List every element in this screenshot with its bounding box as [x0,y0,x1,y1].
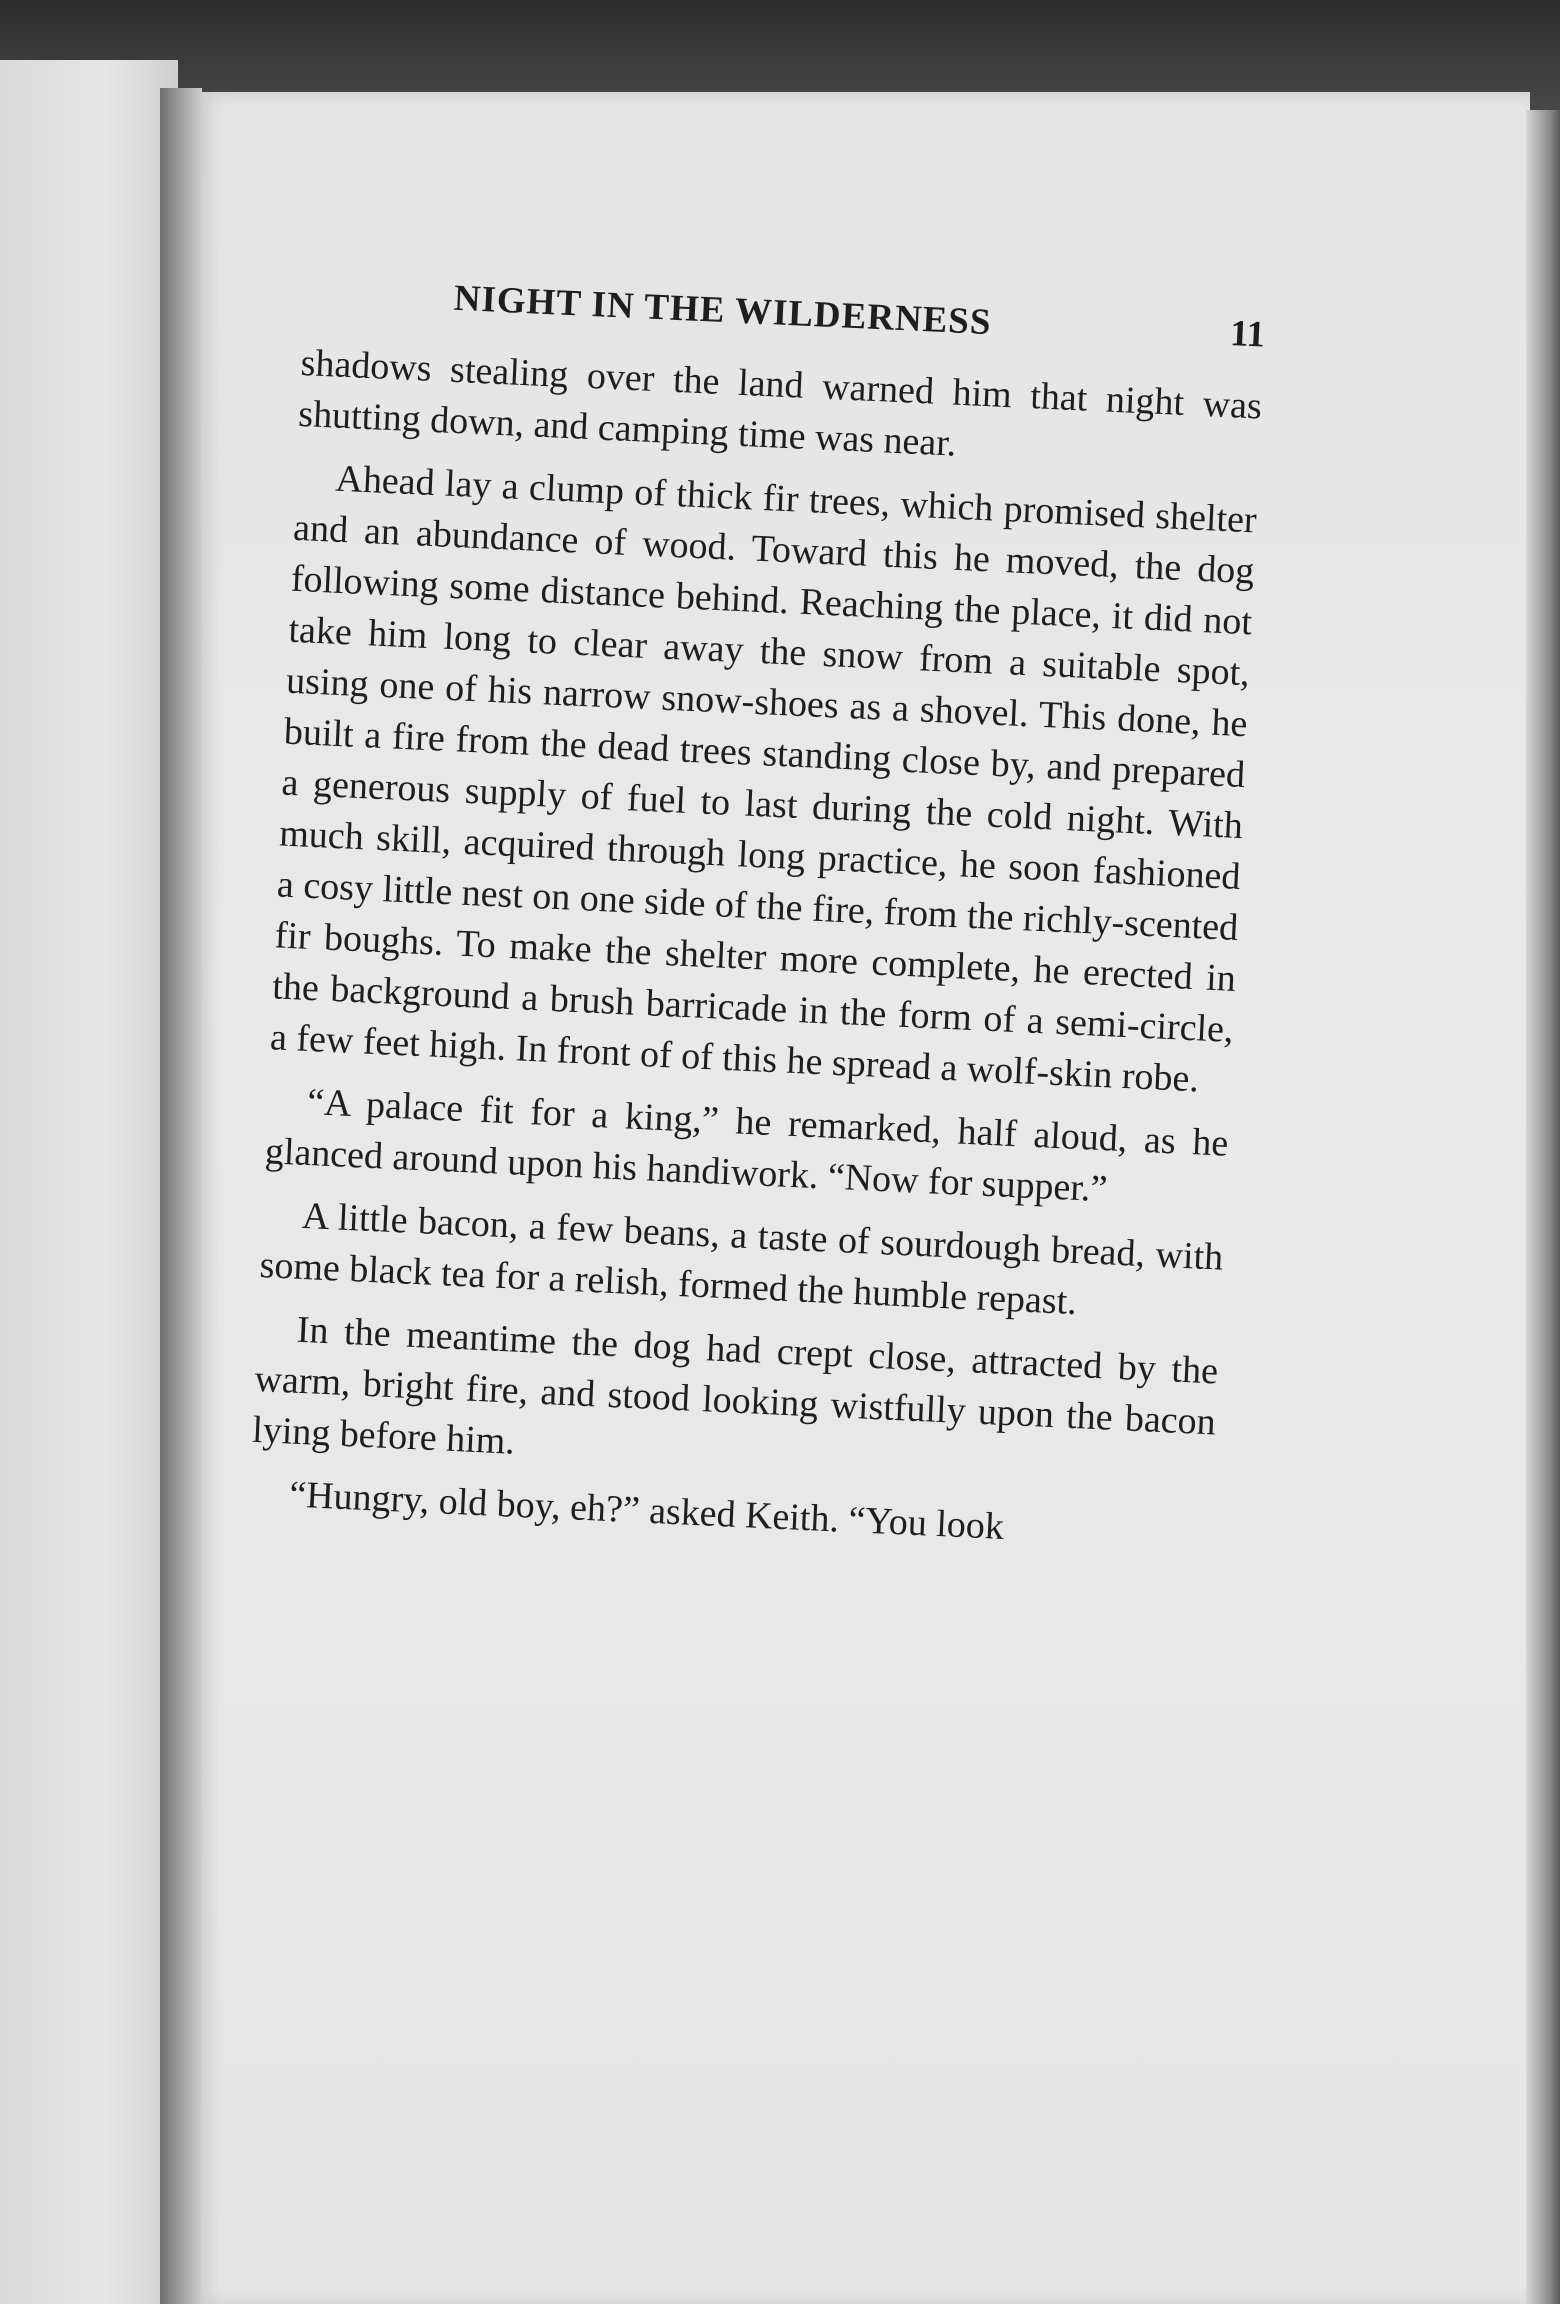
paragraph-supper: A little bacon, a few beans, a taste of sourdough bread, with some black tea for a relish, formed the humble repast. [258,1194,1225,1324]
paragraph-hungry-quote: “Hungry, old boy, eh?” asked Keith. “You look [288,1473,1005,1548]
running-title: NIGHT IN THE WILDERNESS [452,277,993,344]
page-number: 11 [1229,313,1266,356]
paragraph-palace-quote: “A palace fit for a king,” he remarked, half aloud, as he glanced around upon his handiwork. “Now for supper.” [264,1080,1230,1211]
paragraph-continued: shadows stealing over the land warned him that night was shutting down, and camping time was near. [297,341,1263,465]
page-gutter-shadow [160,88,202,2304]
page-right-edge [1526,110,1560,2304]
paragraph-campsite: Ahead lay a clump of thick fir trees, which promised shelter and an abundance of wood. Toward this he moved, the dog following some distance behind. Reaching the place, it did not take him long to clear away the snow from a suitable spot, using one of his narrow snow-shoes as a shovel. This done, he built a fire from the dead trees standing close by, and prepared a generous supply of fuel to last during the cold night. With much skill, acquired through long practice, he soon fashioned a cosy little nest on one side of the fire, from the richly-scented fir boughs. To make the shelter more complete, he erected in the background a brush barricade in the form of a semi-circle, a few feet high. In front of of this he spread a wolf-skin robe. [269,457,1258,1101]
page-content [248,270,1266,1562]
facing-page-edge [0,60,178,2304]
paragraph-dog: In the meantime the dog had crept close, attracted by the warm, bright fire, and stood looking wistfully upon the bacon lying before him. [251,1308,1219,1463]
